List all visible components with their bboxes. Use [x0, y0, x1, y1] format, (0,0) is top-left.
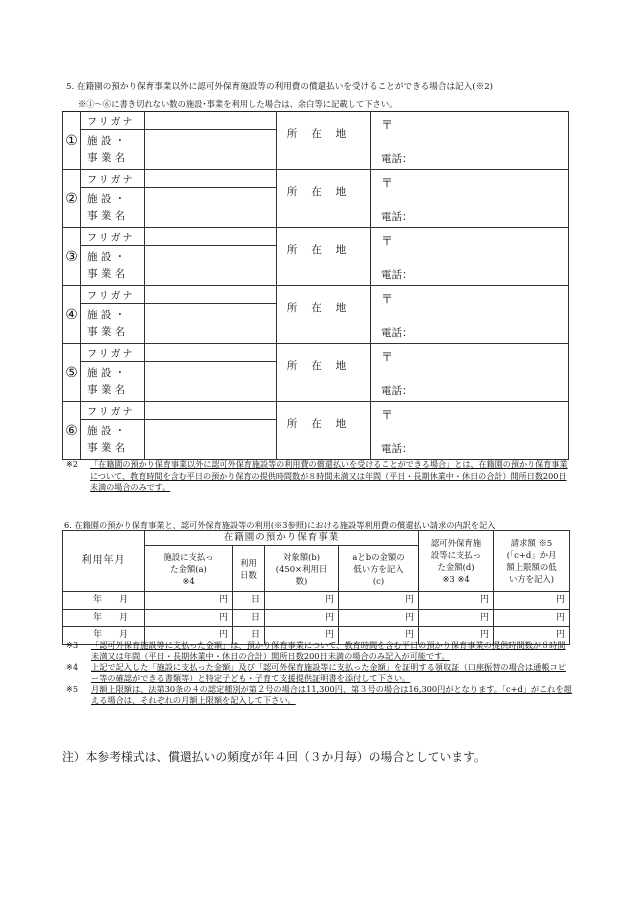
tel-label: 電話：: [381, 385, 413, 397]
footnote-2: [62, 459, 570, 494]
target-amount-cell[interactable]: 円: [265, 592, 339, 610]
facility-name-label: 施 設 ・ 事 業 名: [81, 362, 145, 402]
paid-amount-cell[interactable]: 円: [145, 592, 233, 610]
address-input[interactable]: [371, 170, 569, 228]
row-number: ⑥: [63, 402, 81, 460]
year-month-cell[interactable]: 年 月: [63, 627, 145, 645]
header-claim: 請求額 ※5 (「c+d」か月 額上限額の低 い方を記入): [494, 531, 570, 592]
furigana-input[interactable]: [145, 228, 277, 246]
facility-name-label: 施 設 ・ 事 業 名: [81, 304, 145, 344]
claim-amount-cell[interactable]: 円: [494, 627, 570, 645]
section6-title: 6. 在籍園の預かり保育事業と、認可外保育施設等の利用(※3参照)における施設等利用費の償還払い請求の内訳を記入: [64, 520, 496, 530]
address-input[interactable]: [371, 286, 569, 344]
furigana-input[interactable]: [145, 402, 277, 420]
header-ninka: 認可外保育施 設等に支払っ た金額(d) ※3 ※4: [419, 531, 494, 592]
furigana-label: フリガナ: [81, 112, 145, 130]
year-month-cell[interactable]: 年 月: [63, 592, 145, 610]
footnotes-section6: [62, 640, 572, 706]
footnote-label: ※4: [66, 662, 79, 672]
tel-label: 電話：: [381, 269, 413, 281]
furigana-label: フリガナ: [81, 228, 145, 246]
address-input[interactable]: [371, 402, 569, 460]
paid-amount-cell[interactable]: 円: [145, 609, 233, 627]
header-days: 利用 日数: [233, 546, 265, 592]
ninka-amount-cell[interactable]: 円: [419, 609, 494, 627]
row-number: ①: [63, 112, 81, 170]
ninka-amount-cell[interactable]: 円: [419, 627, 494, 645]
zip-mark: 〒: [381, 234, 394, 248]
days-cell[interactable]: 日: [233, 609, 265, 627]
furigana-input[interactable]: [145, 170, 277, 188]
claim-amount-cell[interactable]: 円: [494, 592, 570, 610]
year-month-cell[interactable]: 年 月: [63, 609, 145, 627]
facility-name-label: 施 設 ・ 事 業 名: [81, 130, 145, 170]
tel-label: 電話：: [381, 443, 413, 455]
footnote-label: ※5: [66, 684, 79, 694]
location-label: 所在地: [277, 170, 371, 228]
days-cell[interactable]: 日: [233, 592, 265, 610]
target-amount-cell[interactable]: 円: [265, 609, 339, 627]
location-label: 所在地: [277, 344, 371, 402]
furigana-input[interactable]: [145, 112, 277, 130]
days-cell[interactable]: 日: [233, 627, 265, 645]
facility-name-input[interactable]: [145, 420, 277, 460]
furigana-input[interactable]: [145, 344, 277, 362]
header-lower: aとbの金額の 低い方を記入 (c): [339, 546, 419, 592]
ninka-amount-cell[interactable]: 円: [419, 592, 494, 610]
facility-name-input[interactable]: [145, 304, 277, 344]
footnote-label: ※3: [66, 640, 79, 650]
address-input[interactable]: [371, 112, 569, 170]
lower-amount-cell[interactable]: 円: [339, 609, 419, 627]
facility-table: [62, 111, 569, 460]
tel-label: 電話：: [381, 327, 413, 339]
footnote-text: 「認可外保育施設等に支払った金額」は、預かり保育事業について、教育時間を含む平日の預かり保育事業の提供時間数が８時間未満又は年間（平日・長期休業中・休日の合計）開所日数200日未満の場合のみ記入が可能です。: [91, 640, 566, 661]
facility-name-label: 施 設 ・ 事 業 名: [81, 188, 145, 228]
row-number: ④: [63, 286, 81, 344]
target-amount-cell[interactable]: 円: [265, 627, 339, 645]
location-label: 所在地: [277, 402, 371, 460]
zip-mark: 〒: [381, 350, 394, 364]
facility-name-label: 施 設 ・ 事 業 名: [81, 420, 145, 460]
footnote-text: 月額上限額は、法第30条の４の認定種別が第２号の場合は11,300円、第３号の場合は16,300円がとなります。「c+d」がこれを超える場合は、それぞれの月額上限額を記入して下さい。: [91, 684, 572, 705]
facility-name-input[interactable]: [145, 188, 277, 228]
footnote-item: [62, 640, 572, 662]
location-label: 所在地: [277, 286, 371, 344]
row-number: ③: [63, 228, 81, 286]
zip-mark: 〒: [381, 292, 394, 306]
section5-note: ※①～⑥に書き切れない数の施設･事業を利用した場合は、余白等に記載して下さい。: [78, 99, 398, 109]
tel-label: 電話：: [381, 211, 413, 223]
facility-name-input[interactable]: [145, 246, 277, 286]
header-paid: 施設に支払っ た金額(a) ※4: [145, 546, 233, 592]
footnote-2-text: 「在籍園の預かり保育事業以外に認可外保育施設等の利用費の償還払いを受けることができる場合」とは、在籍園の預かり保育事業について、教育時間を含む平日の預かり保育の提供時間数が８時間未満又は年間（平日・長期休業中・休日の合計）開所日数200日未満の場合のみです。: [90, 459, 568, 492]
furigana-label: フリガナ: [81, 402, 145, 420]
footnote-item: [62, 684, 572, 706]
furigana-label: フリガナ: [81, 286, 145, 304]
address-input[interactable]: [371, 344, 569, 402]
location-label: 所在地: [277, 112, 371, 170]
lower-amount-cell[interactable]: 円: [339, 627, 419, 645]
footnote-item: [62, 662, 572, 684]
location-label: 所在地: [277, 228, 371, 286]
footnote-text: 上記で記入した「施設に支払った金額」及び「認可外保育施設等に支払った金額」を証明する領収証（口座振替の場合は通帳コピー等の確認ができる書類等）と特定子ども・子育て支援提供証明書を添付して下さい。: [91, 662, 566, 683]
breakdown-table: [62, 530, 570, 645]
zip-mark: 〒: [381, 408, 394, 422]
furigana-label: フリガナ: [81, 344, 145, 362]
claim-amount-cell[interactable]: 円: [494, 609, 570, 627]
facility-name-label: 施 設 ・ 事 業 名: [81, 246, 145, 286]
furigana-input[interactable]: [145, 286, 277, 304]
header-year-month: 利用年月: [63, 531, 145, 592]
row-number: ②: [63, 170, 81, 228]
final-note: 注）本参考様式は、償還払いの頻度が年４回（３か月毎）の場合としています。: [62, 750, 486, 764]
section5-title: 5. 在籍園の預かり保育事業以外に認可外保育施設等の利用費の償還払いを受けることができる場合は記入(※2): [66, 82, 494, 92]
zip-mark: 〒: [381, 118, 394, 132]
furigana-label: フリガナ: [81, 170, 145, 188]
header-target: 対象額(b) (450×利用日 数): [265, 546, 339, 592]
facility-name-input[interactable]: [145, 130, 277, 170]
header-group: 在籍園の預かり保育事業: [145, 531, 419, 546]
tel-label: 電話：: [381, 153, 413, 165]
footnote-2-label: ※2: [66, 459, 78, 469]
address-input[interactable]: [371, 228, 569, 286]
facility-name-input[interactable]: [145, 362, 277, 402]
lower-amount-cell[interactable]: 円: [339, 592, 419, 610]
paid-amount-cell[interactable]: 円: [145, 627, 233, 645]
row-number: ⑤: [63, 344, 81, 402]
zip-mark: 〒: [381, 176, 394, 190]
